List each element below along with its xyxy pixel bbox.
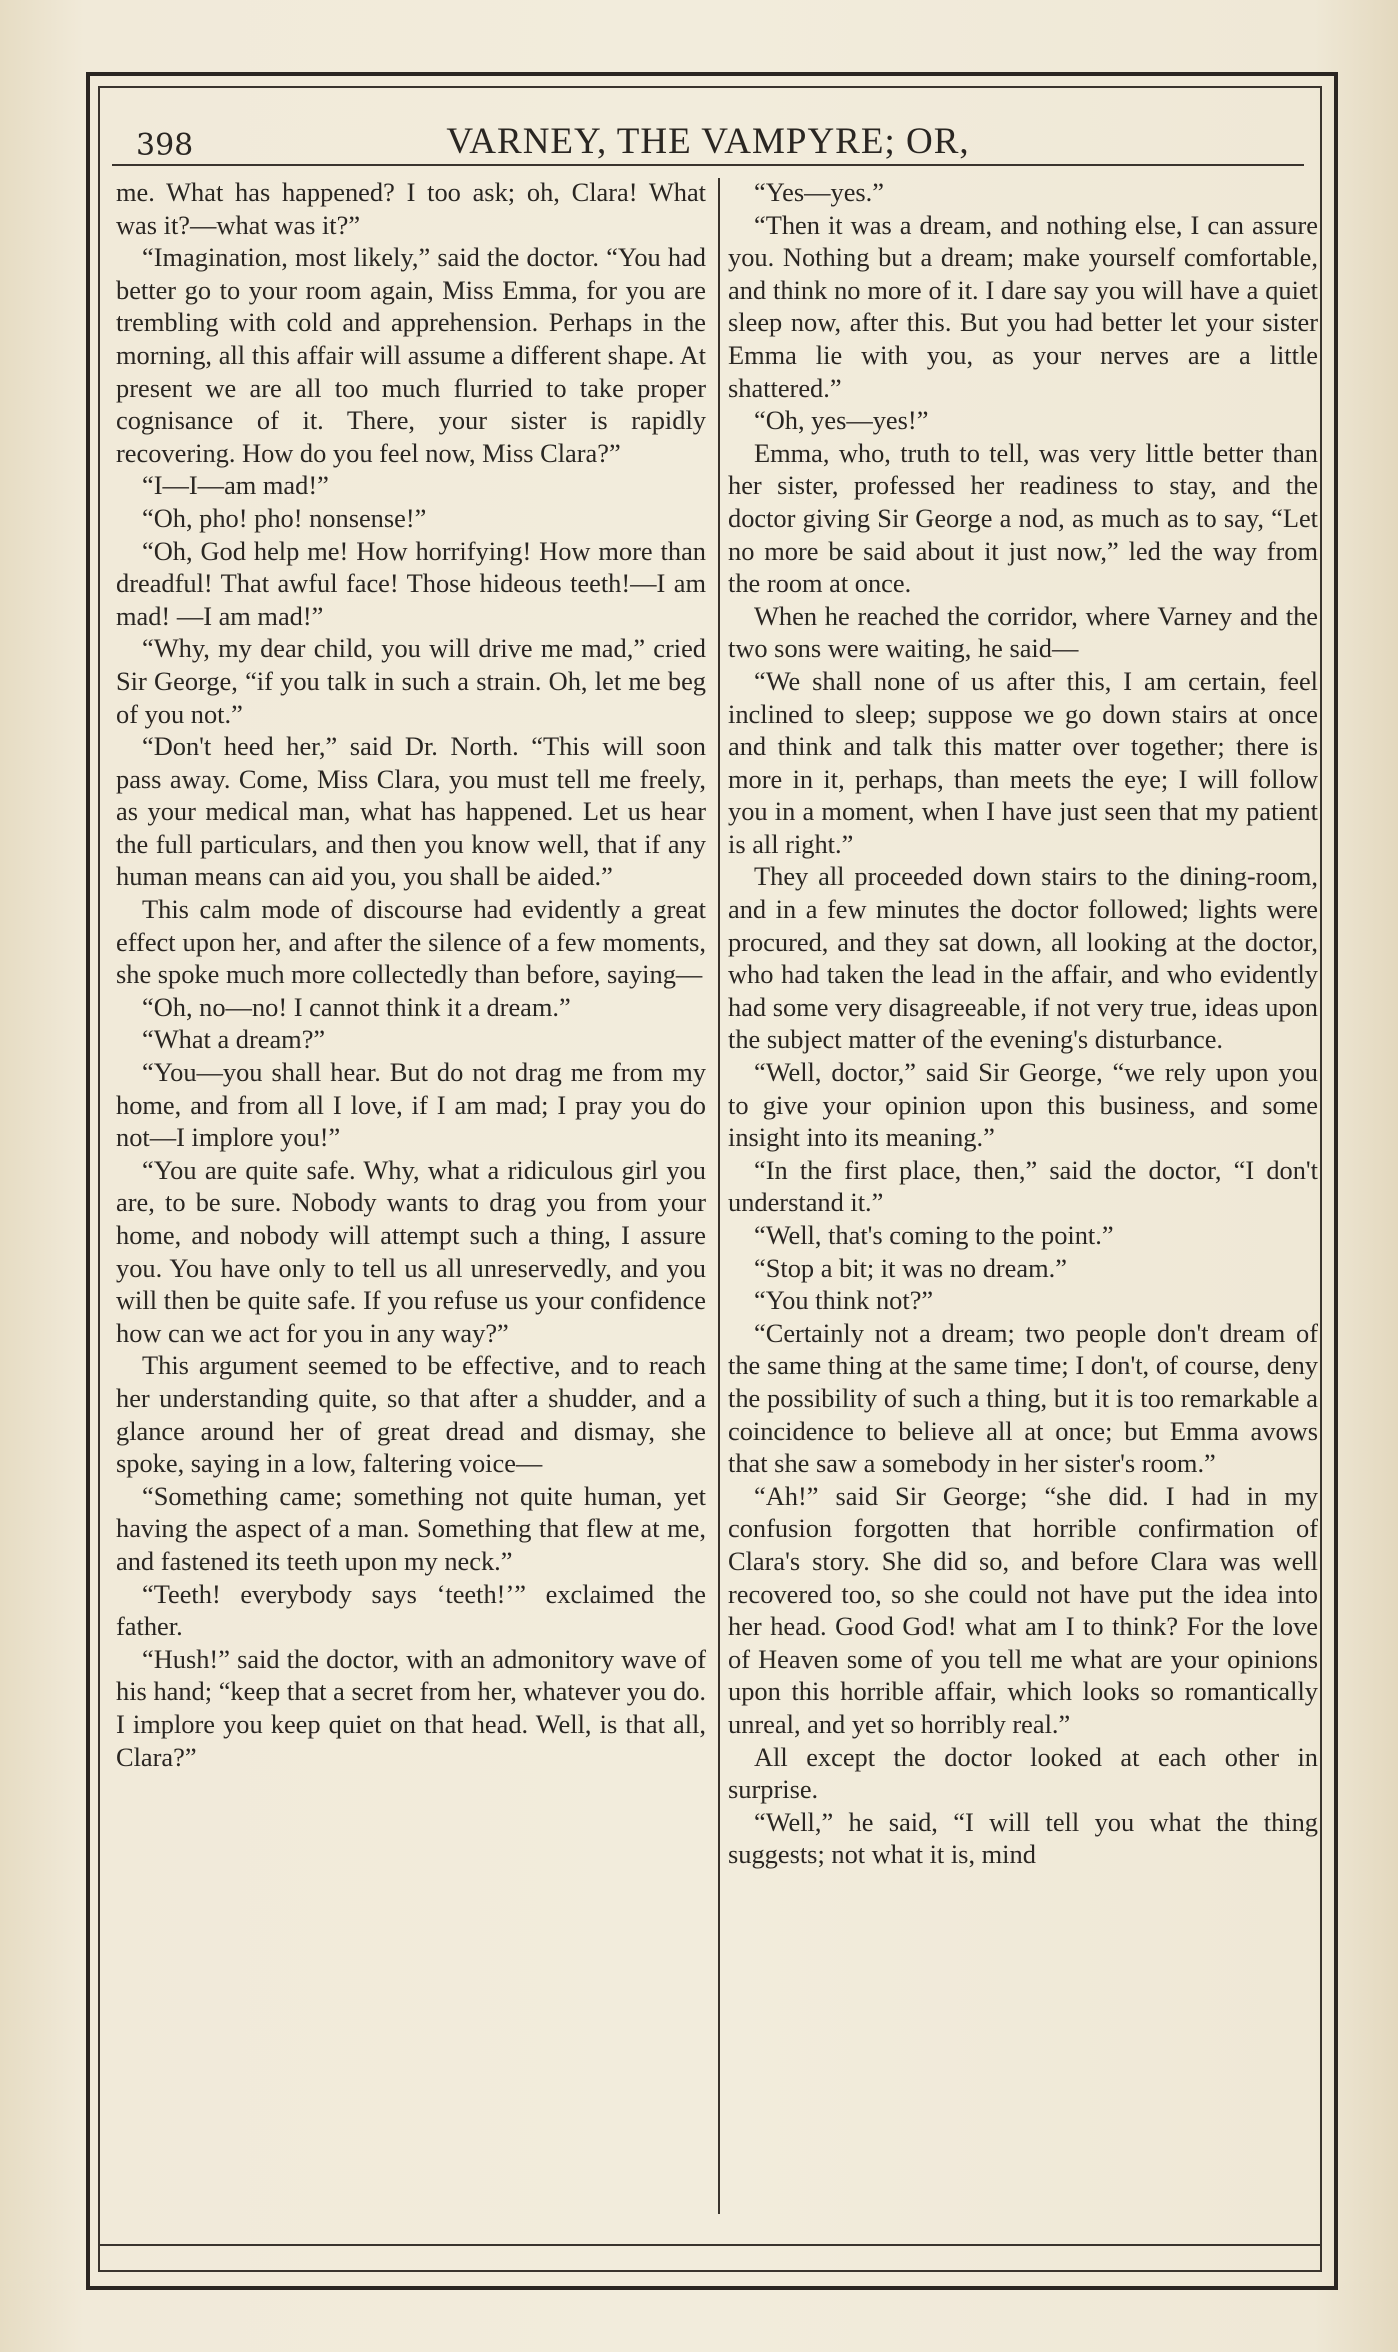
paragraph: “What a dream?” — [142, 1024, 326, 1055]
paragraph: “Well,” he said, “I will tell you what the thing suggests; not what it is, mind — [728, 1806, 1318, 1870]
paragraph: “Imagination, most likely,” said the doctor. “You had better go to your room again, Miss Emma, for you are trembling with cold and apprehension. Perhaps in the morning, all this affair will assume a different shape. At present we are all too much flurried to take proper cognisance of it. There, your sister is rapidly recovering. How do you feel now, Miss Clara?” — [116, 242, 706, 468]
paragraph: “Oh, God help me! How horrifying! How more than dreadful! That awful face! Those hideous teeth!—I am mad! —I am mad!” — [116, 535, 706, 631]
paragraph: “Well, that's coming to the point.” — [754, 1220, 1114, 1250]
paragraph: They all proceeded down stairs to the dining-room, and in a few minutes the doctor followed; lights were procured, and they sat down, all looking at the doctor, who had taken the lead in the affair, and who evidently had some very disagreeable, if not very true, ideas upon the subject matter of the evening's disturbance. — [728, 861, 1318, 1055]
paragraph: “Hush!” said the doctor, with an admonitory wave of his hand; “keep that a secret from her, whatever you do. I implore you keep quiet on that head. Well, is that all, Clara?” — [116, 1643, 706, 1772]
bottom-rule — [98, 2244, 1320, 2246]
page-header — [112, 110, 1304, 166]
right-column — [728, 176, 1318, 2216]
paragraph: “Oh, no—no! I cannot think it a dream.” — [142, 991, 571, 1022]
paragraph: This calm mode of discourse had evidently a great effect upon her, and after the silence of a few moments, she spoke much more collectedly than before, saying— — [116, 894, 706, 990]
paragraph: “Ah!” said Sir George; “she did. I had in my confusion forgotten that horrible confirmation of Clara's story. She did so, and before Clara was well recovered too, so she could not have put the idea into her head. Good God! what am I to think? For the love of Heaven some of you tell me what are your opinions upon this horrible affair, which looks so romantically unreal, and yet so horribly real.” — [728, 1480, 1318, 1739]
paragraph: “Certainly not a dream; two people don't dream of the same thing at the same time; I don't, of course, deny the possibility of such a thing, but it is too remarkable a coincidence to believe all at once; but Emma avows that she saw a somebody in her sister's room.” — [728, 1317, 1318, 1479]
paragraph: This argument seemed to be effective, and to reach her understanding quite, so that after a shudder, and a glance around her of great dread and dismay, she spoke, saying in a low, faltering voice— — [116, 1350, 706, 1479]
paragraph: “We shall none of us after this, I am certain, feel inclined to sleep; suppose we go down stairs at once and think and talk this matter over together; there is more in it, perhaps, than meets the eye; I will follow you in a moment, when I have just seen that my patient is all right.” — [728, 665, 1318, 859]
left-column — [116, 176, 706, 2216]
paragraph: me. What has happened? I too ask; oh, Clara! What was it?—what was it?” — [116, 177, 706, 240]
paragraph: “Why, my dear child, you will drive me mad,” cried Sir George, “if you talk in such a strain. Oh, let me beg of you not.” — [116, 633, 706, 729]
paragraph: Emma, who, truth to tell, was very little better than her sister, professed her readiness to stay, and the doctor giving Sir George a nod, as much as to say, “Let no more be said about it just now,” led the way from the room at once. — [728, 437, 1318, 599]
paragraph: “Then it was a dream, and nothing else, I can assure you. Nothing but a dream; make yourself comfortable, and think no more of it. I dare say you will have a quiet sleep now, after this. But you had better let your sister Emma lie with you, as your nerves are a little shattered.” — [728, 209, 1318, 403]
paragraph: “Something came; something not quite human, yet having the aspect of a man. Something that flew at me, and fastened its teeth upon my neck.” — [116, 1480, 706, 1576]
paragraph: “Yes—yes.” — [754, 177, 884, 207]
running-title: VARNEY, THE VAMPYRE; OR, — [446, 121, 970, 162]
paragraph: “You think not?” — [754, 1285, 934, 1316]
paragraph: When he reached the corridor, where Varney and the two sons were waiting, he said— — [728, 600, 1318, 664]
paragraph: “Stop a bit; it was no dream.” — [754, 1252, 1067, 1283]
page-number: 398 — [136, 128, 194, 163]
paragraph: “Oh, pho! pho! nonsense!” — [142, 502, 427, 533]
paragraph: “You are quite safe. Why, what a ridiculous girl you are, to be sure. Nobody wants to drag you from your home, and nobody will attempt such a thing, I assure you. You have only to tell us all unreservedly, and you will then be quite safe. If you refuse us your confidence how can we act for you in any way?” — [116, 1154, 706, 1348]
paragraph: “Oh, yes—yes!” — [754, 405, 929, 436]
paragraph: “I—I—am mad!” — [142, 470, 329, 501]
column-divider — [718, 178, 720, 2214]
paragraph: “You—you shall hear. But do not drag me from my home, and from all I love, if I am mad; I pray you do not—I implore you!” — [116, 1057, 706, 1153]
paragraph: “In the first place, then,” said the doctor, “I don't understand it.” — [728, 1154, 1318, 1218]
paragraph: “Don't heed her,” said Dr. North. “This will soon pass away. Come, Miss Clara, you must tell me freely, as your medical man, what has happened. Let us hear the full particulars, and then you know well, that if any human means can aid you, you shall be aided.” — [116, 731, 706, 892]
paragraph: All except the doctor looked at each other in surprise. — [728, 1741, 1318, 1805]
paragraph: “Well, doctor,” said Sir George, “we rely upon you to give your opinion upon this business, and some insight into its meaning.” — [728, 1057, 1318, 1153]
paragraph: “Teeth! everybody says ‘teeth!’” exclaimed the father. — [116, 1578, 706, 1642]
